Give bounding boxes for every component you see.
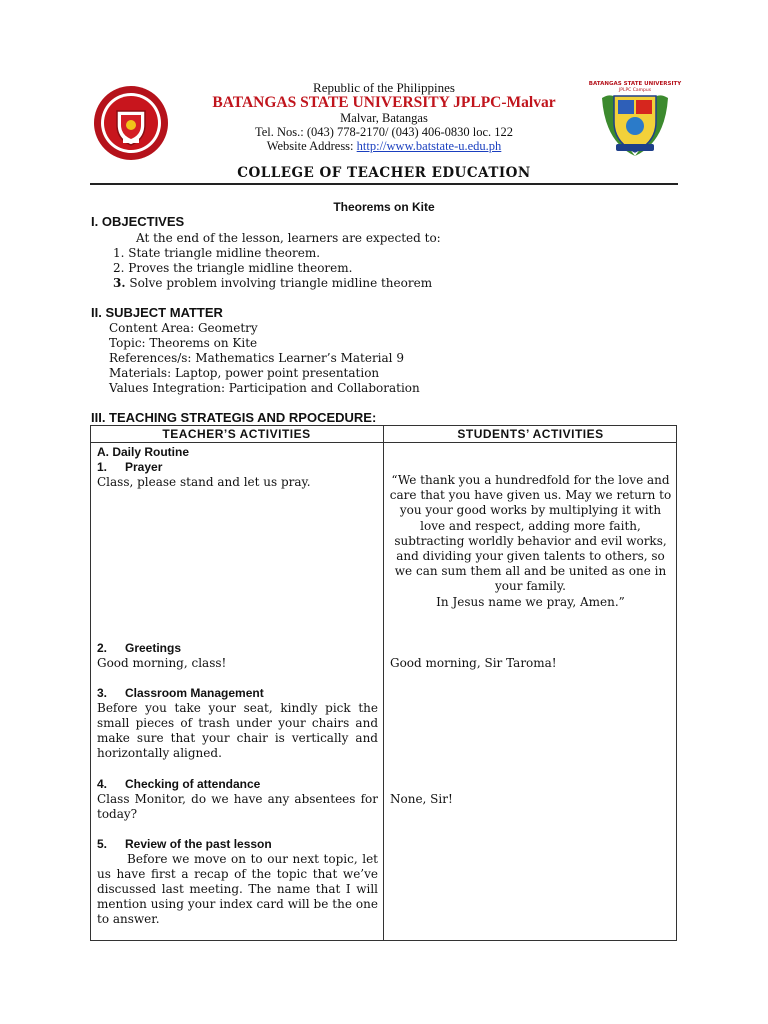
attendance-heading — [97, 777, 260, 791]
classroom-management-heading — [97, 686, 264, 700]
review-title: Review of the past lesson — [125, 837, 272, 851]
review-number: 5. — [97, 837, 108, 851]
classroom-title: Classroom Management — [125, 686, 264, 700]
prayer-line: In Jesus name we pray, Amen.” — [436, 594, 625, 609]
prayer-student-response — [388, 473, 673, 610]
attendance-number: 4. — [97, 777, 108, 791]
website-line — [134, 139, 634, 154]
subject-matter-line: References/s: Mathematics Learner’s Material 9 — [109, 351, 404, 365]
subject-matter-line: Values Integration: Participation and Collaboration — [109, 381, 420, 395]
website-link[interactable]: http://www.batstate-u.edu.ph — [356, 139, 502, 153]
svg-text:BATANGAS STATE UNIVERSITY: BATANGAS STATE UNIVERSITY — [588, 81, 682, 87]
svg-text:JPLPC Campus: JPLPC Campus — [618, 88, 652, 93]
prayer-line: and dividing your given talents to others, so — [396, 549, 665, 564]
subject-matter-heading: II. SUBJECT MATTER — [91, 305, 223, 320]
prayer-line: care that you have given us. May we return to — [389, 488, 672, 503]
greetings-heading — [97, 641, 181, 655]
lesson-title: Theorems on Kite — [333, 200, 435, 214]
prayer-number: 1. — [97, 460, 108, 474]
review-teacher-text: Before we move on to our next topic, let us have first a recap of the topic that we’ve discussed last meeting. The name that I will mention using your index card will be the one to answer. — [97, 852, 378, 926]
greetings-teacher-text: Good morning, class! — [97, 656, 227, 670]
greetings-student-text: Good morning, Sir Taroma! — [390, 656, 557, 670]
prayer-line: we can sum them all and be united as one in — [394, 564, 667, 579]
objectives-heading: I. OBJECTIVES — [91, 214, 185, 229]
subject-matter-line: Topic: Theorems on Kite — [109, 336, 258, 350]
prayer-title: Prayer — [125, 460, 163, 474]
objective-item: 1. State triangle midline theorem. — [113, 246, 321, 260]
attendance-teacher-text: Class Monitor, do we have any absentees for today? — [97, 792, 378, 821]
table-header-divider — [90, 442, 677, 443]
prayer-line: you your good works by multiplying it with — [399, 503, 662, 518]
objective-item: 2. Proves the triangle midline theorem. — [113, 261, 353, 275]
attendance-title: Checking of attendance — [125, 777, 261, 791]
table-column-divider — [383, 425, 384, 941]
objectives-intro: At the end of the lesson, learners are expected to: — [136, 231, 441, 245]
review-heading — [97, 837, 272, 851]
website-label: Website Address: — [266, 139, 357, 153]
header-divider — [90, 183, 678, 185]
city-line: Malvar, Batangas — [340, 111, 428, 125]
teacher-activities-header: TEACHER’S ACTIVITIES — [162, 427, 311, 441]
objective-item — [113, 276, 432, 290]
prayer-line: subtracting worldly behavior and evil works, — [394, 533, 667, 548]
subject-matter-line: Materials: Laptop, power point presentation — [109, 366, 380, 380]
prayer-line: your family. — [495, 579, 566, 594]
prayer-line: “We thank you a hundredfold for the love and — [391, 473, 670, 487]
daily-routine-heading: A. Daily Routine — [97, 445, 190, 459]
objective-number: 3. — [113, 276, 126, 290]
greetings-number: 2. — [97, 641, 108, 655]
republic-line: Republic of the Philippines — [313, 80, 455, 95]
greetings-title: Greetings — [125, 641, 182, 655]
attendance-student-text: None, Sir! — [390, 792, 453, 806]
objective-text: Solve problem involving triangle midline theorem — [129, 276, 433, 290]
prayer-heading — [97, 460, 162, 474]
university-name: BATANGAS STATE UNIVERSITY JPLPC-Malvar — [212, 94, 556, 111]
prayer-teacher-text: Class, please stand and let us pray. — [97, 475, 311, 489]
college-heading: COLLEGE OF TEACHER EDUCATION — [237, 165, 531, 181]
prayer-line: love and respect, adding more faith, — [420, 518, 641, 533]
subject-matter-line: Content Area: Geometry — [109, 321, 258, 335]
procedure-heading: III. TEACHING STRATEGIS AND RPOCEDURE: — [91, 410, 377, 425]
students-activities-header: STUDENTS’ ACTIVITIES — [457, 427, 604, 441]
classroom-teacher-text: Before you take your seat, kindly pick the small pieces of trash under your chairs and make sure that your chair is vertically and horizontally aligned. — [97, 701, 378, 760]
telephone-line: Tel. Nos.: (043) 778-2170/ (043) 406-0830 loc. 122 — [254, 125, 514, 139]
classroom-number: 3. — [97, 686, 108, 700]
